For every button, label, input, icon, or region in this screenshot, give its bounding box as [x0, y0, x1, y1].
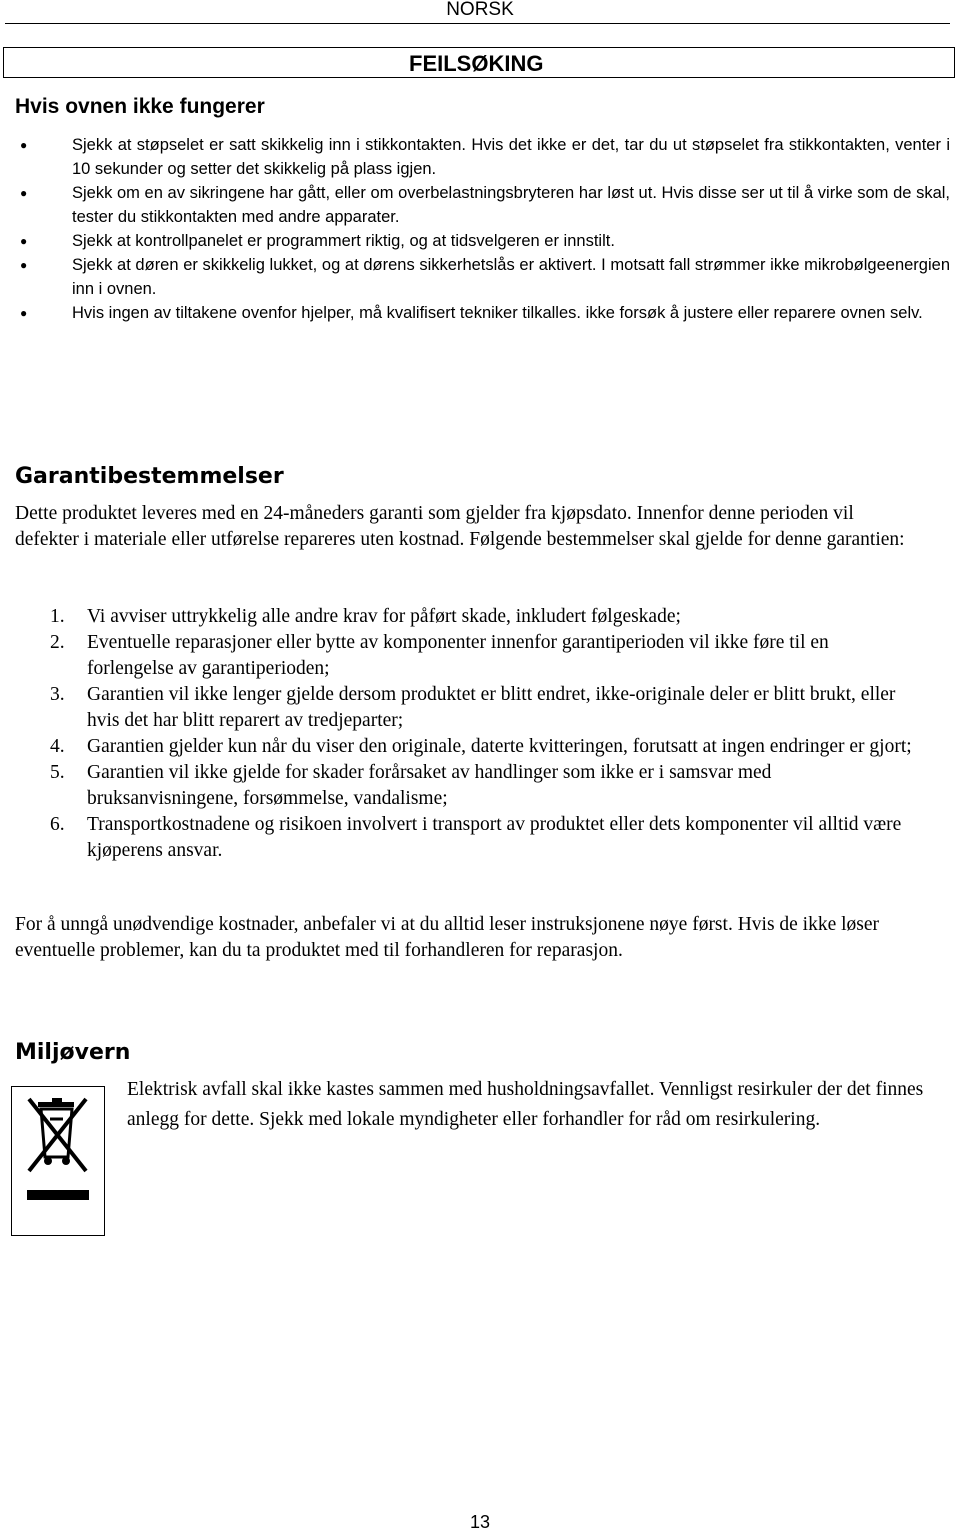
list-item: 2. Eventuelle reparasjoner eller bytte av komponenter innenfor garantiperioden vil ikke føre til en forlengelse av garantiperioden;: [50, 632, 829, 679]
troubleshooting-heading: Hvis ovnen ikke fungerer: [15, 95, 265, 118]
list-item: ● Sjekk om en av sikringene har gått, eller om overbelastningsbryteren har løst ut. Hvis disse ser ut til å virke som de skal, tester du stikkontakten med andre apparater.: [0, 181, 960, 229]
warranty-closing: For å unngå unødvendige kostnader, anbefaler vi at du alltid leser instruksjonene nøye først. Hvis de ikke løser eventuelle problemer, kan du ta produktet med til forhandleren for reparasjon.: [15, 914, 880, 961]
environment-heading: Miljøvern: [15, 1040, 131, 1065]
warranty-heading: Garantibestemmelser: [15, 464, 284, 489]
list-item: ● Sjekk at kontrollpanelet er programmert riktig, og at tidsvelgeren er innstilt.: [0, 229, 960, 253]
list-item: ● Sjekk at støpselet er satt skikkelig inn i stikkontakten. Hvis det ikke er det, tar du ut støpselet fra stikkontakten, venter i 10 sekunder og setter det skikkelig på plass igjen.: [0, 133, 960, 181]
list-item: 5. Garantien vil ikke gjelde for skader forårsaket av handlinger som ikke er i samsvar med bruksanvisningene, forsømmelse, vandalisme;: [50, 762, 772, 809]
section-title-box: [3, 47, 955, 78]
troubleshooting-list: [0, 133, 960, 325]
bullet-icon: ●: [20, 306, 28, 320]
crossed-out-wheelie-bin-icon: [11, 1086, 105, 1236]
list-item: 6. Transportkostnadene og risikoen involvert i transport av produktet eller dets komponenter vil alltid være kjøperens ansvar.: [50, 814, 902, 861]
bullet-icon: ●: [20, 186, 28, 200]
section-title: FEILSØKING: [409, 51, 544, 76]
language-label: NORSK: [446, 0, 514, 20]
bullet-icon: ●: [20, 258, 28, 272]
list-item: ● Sjekk at døren er skikkelig lukket, og at dørens sikkerhetslås er aktivert. I motsatt fall strømmer ikke mikrobølgeenergien inn i ovnen.: [0, 253, 960, 301]
page-number: 13: [469, 1512, 491, 1532]
warranty-terms-list: [0, 604, 960, 864]
list-item: 1. Vi avviser uttrykkelig alle andre krav for påført skade, inkludert følgeskade;: [50, 606, 681, 627]
warranty-intro: Dette produktet leveres med en 24-måneders garanti som gjelder fra kjøpsdato. Innenfor denne perioden vil defekter i materiale eller utførelse repareres uten kostnad. Følgende bestemmelser skal gjelde for denne garantien:: [15, 503, 905, 550]
header-divider: [5, 23, 950, 24]
list-item: 3. Garantien vil ikke lenger gjelde dersom produktet er blitt endret, ikke-originale deler er blitt brukt, eller hvis det har blitt reparert av tredjeparter;: [50, 684, 896, 731]
bullet-icon: ●: [20, 138, 28, 152]
list-item: ● Hvis ingen av tiltakene ovenfor hjelper, må kvalifisert tekniker tilkalles. ikke forsøk å justere eller reparere ovnen selv.: [0, 301, 960, 325]
environment-text: Elektrisk avfall skal ikke kastes sammen med husholdningsavfallet. Vennligst resirkuler der det finnes anlegg for dette. Sjekk med lokale myndigheter eller forhandler for råd om resirkulering.: [127, 1079, 924, 1130]
bullet-icon: ●: [20, 234, 28, 248]
list-item: 4. Garantien gjelder kun når du viser den originale, daterte kvitteringen, forutsatt at ingen endringer er gjort;: [50, 736, 912, 757]
